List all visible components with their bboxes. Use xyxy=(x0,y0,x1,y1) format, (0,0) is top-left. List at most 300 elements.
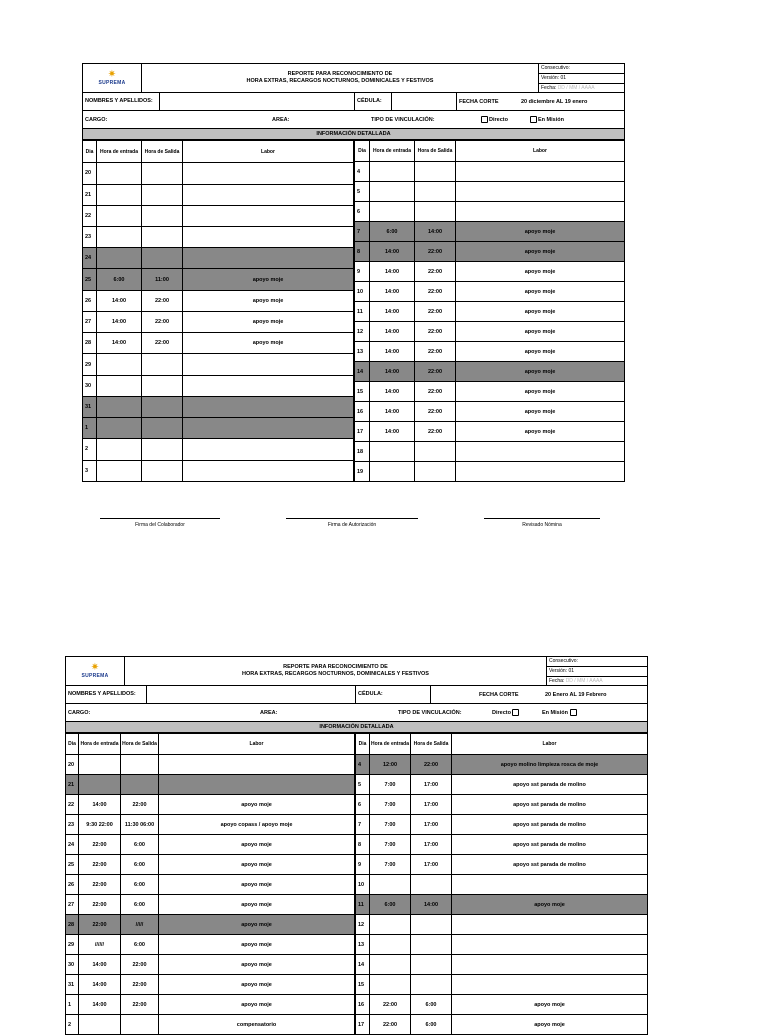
day-cell: 5 xyxy=(356,775,370,795)
day-cell: 3 xyxy=(83,460,97,481)
salida-cell[interactable]: 14:00 xyxy=(411,895,452,915)
labor-cell[interactable] xyxy=(183,375,354,396)
day-cell: 22 xyxy=(83,205,97,226)
labor-cell[interactable]: apoyo moje xyxy=(159,835,355,855)
labor-cell[interactable] xyxy=(183,354,354,375)
table-row xyxy=(356,795,648,815)
day-cell: 8 xyxy=(356,835,370,855)
labor-cell[interactable] xyxy=(456,162,625,182)
entrada-cell[interactable] xyxy=(370,915,411,935)
cedula-label: CÉDULA: xyxy=(355,93,392,110)
day-cell: 10 xyxy=(356,875,370,895)
table-row xyxy=(83,460,354,481)
salida-cell[interactable] xyxy=(415,442,456,462)
day-cell: 24 xyxy=(83,248,97,269)
day-cell: 12 xyxy=(356,915,370,935)
entrada-cell[interactable]: 22:00 xyxy=(79,875,121,895)
labor-cell[interactable]: apoyo moje xyxy=(159,895,355,915)
table-row xyxy=(83,248,354,269)
table-row xyxy=(355,242,625,262)
entrada-cell[interactable] xyxy=(370,442,415,462)
entrada-cell[interactable] xyxy=(370,935,411,955)
salida-cell[interactable]: 11:30 06:00 xyxy=(121,815,159,835)
salida-cell[interactable]: 6:00 xyxy=(411,995,452,1015)
entrada-cell[interactable]: 22:00 xyxy=(370,1015,411,1035)
salida-cell[interactable]: 22:00 xyxy=(415,242,456,262)
entrada-cell[interactable] xyxy=(79,755,121,775)
salida-cell[interactable] xyxy=(142,227,183,248)
entrada-cell[interactable]: 14:00 xyxy=(79,795,121,815)
salida-cell[interactable]: 22:00 xyxy=(142,311,183,332)
labor-cell[interactable]: apoyo moje xyxy=(456,362,625,382)
employee-row xyxy=(82,93,625,111)
table-row xyxy=(356,815,648,835)
employee-row xyxy=(65,686,648,704)
table-row xyxy=(83,163,354,184)
signature-colaborador[interactable]: Firma del Colaborador xyxy=(100,518,220,528)
entrada-cell[interactable]: 12:00 xyxy=(370,755,411,775)
day-cell: 24 xyxy=(66,835,79,855)
day-cell: 26 xyxy=(83,290,97,311)
salida-cell[interactable]: 22:00 xyxy=(142,290,183,311)
star-icon: ✷ xyxy=(90,662,100,673)
nombres-field[interactable] xyxy=(160,93,355,110)
labor-cell[interactable]: apoyo moje xyxy=(159,875,355,895)
labor-cell[interactable]: apoyo copass / apoyo moje xyxy=(159,815,355,835)
entrada-cell[interactable]: 14:00 xyxy=(370,402,415,422)
table-header: Dia Hora de entrada Hora de Salida Labor xyxy=(356,734,648,755)
labor-cell[interactable] xyxy=(183,205,354,226)
report-form-1 xyxy=(82,63,625,528)
salida-cell[interactable]: 22:00 xyxy=(415,382,456,402)
entrada-cell[interactable] xyxy=(370,182,415,202)
table-row xyxy=(66,835,355,855)
table-row xyxy=(356,915,648,935)
salida-cell[interactable]: 22:00 xyxy=(415,282,456,302)
day-cell: 21 xyxy=(66,775,79,795)
labor-cell[interactable]: apoyo moje xyxy=(456,322,625,342)
labor-cell[interactable]: apoyo sst parada de molino xyxy=(452,835,648,855)
labor-cell[interactable]: apoyo moje xyxy=(183,333,354,354)
labor-cell[interactable] xyxy=(456,442,625,462)
nombres-field[interactable] xyxy=(147,686,356,703)
table-row xyxy=(66,875,355,895)
entrada-cell[interactable]: 14:00 xyxy=(97,290,142,311)
salida-cell[interactable] xyxy=(142,396,183,417)
right-table xyxy=(354,140,625,482)
entrada-cell[interactable]: 6:00 xyxy=(370,895,411,915)
day-cell: 23 xyxy=(83,227,97,248)
day-cell: 11 xyxy=(356,895,370,915)
salida-cell[interactable]: 17:00 xyxy=(411,775,452,795)
entrada-cell[interactable]: 14:00 xyxy=(79,955,121,975)
mision-checkbox[interactable] xyxy=(530,116,537,123)
labor-cell[interactable] xyxy=(183,460,354,481)
table-row xyxy=(83,333,354,354)
table-row xyxy=(356,875,648,895)
mision-checkbox[interactable] xyxy=(570,709,577,716)
form-meta: Consecutivo: Versión: 01 Fecha: DD / MM / AAAA xyxy=(538,64,624,92)
table-row xyxy=(355,182,625,202)
salida-cell[interactable] xyxy=(415,202,456,222)
labor-cell[interactable]: apoyo moje xyxy=(183,311,354,332)
entrada-cell[interactable] xyxy=(370,202,415,222)
fecha-corte-label: FECHA CORTE xyxy=(479,691,519,698)
entrada-cell[interactable]: 22:00 xyxy=(79,835,121,855)
labor-cell[interactable] xyxy=(183,248,354,269)
labor-cell[interactable] xyxy=(456,202,625,222)
salida-cell[interactable]: 22:00 xyxy=(121,795,159,815)
entrada-cell[interactable]: 7:00 xyxy=(370,835,411,855)
entrada-cell[interactable]: 14:00 xyxy=(79,975,121,995)
entrada-cell[interactable] xyxy=(97,460,142,481)
cargo-row: CARGO: AREA: TIPO DE VINCULACIÓN: Directo En Misión xyxy=(82,111,625,129)
salida-cell[interactable]: 6:00 xyxy=(411,1015,452,1035)
salida-cell[interactable] xyxy=(415,462,456,482)
entrada-cell[interactable]: 14:00 xyxy=(370,362,415,382)
labor-cell[interactable] xyxy=(183,184,354,205)
entrada-cell[interactable]: 14:00 xyxy=(370,282,415,302)
labor-cell[interactable]: apoyo moje xyxy=(159,855,355,875)
day-cell: 17 xyxy=(356,1015,370,1035)
labor-cell[interactable] xyxy=(183,418,354,439)
salida-cell[interactable]: 17:00 xyxy=(411,815,452,835)
table-row xyxy=(83,375,354,396)
salida-cell[interactable] xyxy=(415,162,456,182)
labor-cell[interactable] xyxy=(183,227,354,248)
labor-cell[interactable] xyxy=(183,163,354,184)
directo-checkbox[interactable] xyxy=(481,116,488,123)
day-cell: 17 xyxy=(355,422,370,442)
table-row xyxy=(356,955,648,975)
table-row xyxy=(355,402,625,422)
entrada-cell[interactable]: 22:00 xyxy=(370,995,411,1015)
table-row xyxy=(83,396,354,417)
labor-cell[interactable]: apoyo sst parada de molino xyxy=(452,815,648,835)
cargo-label: CARGO: xyxy=(85,116,108,123)
salida-cell[interactable] xyxy=(142,375,183,396)
labor-cell[interactable]: apoyo moje xyxy=(456,222,625,242)
labor-cell[interactable]: apoyo molino limpieza rosca de moje xyxy=(452,755,648,775)
table-row xyxy=(66,995,355,1015)
table-row xyxy=(355,162,625,182)
entrada-cell[interactable] xyxy=(370,875,411,895)
labor-cell[interactable] xyxy=(456,182,625,202)
entrada-cell[interactable]: 22:00 xyxy=(79,915,121,935)
table-row xyxy=(66,755,355,775)
labor-cell[interactable]: apoyo moje xyxy=(159,795,355,815)
labor-cell[interactable]: apoyo moje xyxy=(456,262,625,282)
day-cell: 27 xyxy=(66,895,79,915)
salida-cell[interactable]: 22:00 xyxy=(142,333,183,354)
left-table xyxy=(65,733,355,1035)
entrada-cell[interactable]: 14:00 xyxy=(370,242,415,262)
table-header: Dia Hora de entrada Hora de Salida Labor xyxy=(83,141,354,163)
labor-cell[interactable] xyxy=(452,935,648,955)
salida-cell[interactable]: 22:00 xyxy=(415,342,456,362)
labor-cell[interactable]: apoyo moje xyxy=(159,995,355,1015)
entrada-cell[interactable]: 7:00 xyxy=(370,855,411,875)
fecha-corte-value: 20 Enero AL 19 Febrero xyxy=(545,691,607,698)
table-row xyxy=(83,354,354,375)
table-row xyxy=(66,795,355,815)
salida-cell[interactable] xyxy=(142,248,183,269)
salida-cell[interactable]: 22:00 xyxy=(415,302,456,322)
entrada-cell[interactable]: 14:00 xyxy=(370,422,415,442)
day-cell: 6 xyxy=(355,202,370,222)
entrada-cell[interactable] xyxy=(370,162,415,182)
table-row xyxy=(83,439,354,460)
tipo-vinculacion-label: TIPO DE VINCULACIÓN: xyxy=(371,116,435,123)
entrada-cell[interactable]: 7:00 xyxy=(370,815,411,835)
salida-cell[interactable] xyxy=(121,775,159,795)
salida-cell[interactable] xyxy=(411,875,452,895)
day-cell: 10 xyxy=(355,282,370,302)
table-row xyxy=(355,422,625,442)
table-row xyxy=(355,282,625,302)
entrada-cell[interactable]: 14:00 xyxy=(97,333,142,354)
salida-cell[interactable] xyxy=(411,915,452,935)
left-table xyxy=(82,140,354,482)
right-table xyxy=(355,733,648,1035)
entrada-cell[interactable] xyxy=(97,439,142,460)
salida-cell[interactable]: 22:00 xyxy=(121,975,159,995)
day-cell: 26 xyxy=(66,875,79,895)
entrada-cell[interactable]: 14:00 xyxy=(79,995,121,1015)
labor-cell[interactable]: apoyo moje xyxy=(183,269,354,290)
labor-cell[interactable]: apoyo moje xyxy=(159,955,355,975)
day-cell: 4 xyxy=(355,162,370,182)
table-row xyxy=(355,322,625,342)
day-cell: 15 xyxy=(356,975,370,995)
entrada-cell[interactable]: 14:00 xyxy=(370,382,415,402)
table-row xyxy=(356,755,648,775)
nombres-label: NOMBRES Y APELLIDOS: xyxy=(83,93,160,110)
table-row xyxy=(356,995,648,1015)
entrada-cell[interactable] xyxy=(97,396,142,417)
salida-cell[interactable]: 22:00 xyxy=(415,402,456,422)
labor-cell[interactable]: apoyo moje xyxy=(159,915,355,935)
labor-cell[interactable] xyxy=(452,975,648,995)
labor-cell[interactable]: apoyo moje xyxy=(456,282,625,302)
labor-cell[interactable]: apoyo sst parada de molino xyxy=(452,775,648,795)
entrada-cell[interactable]: 22:00 xyxy=(79,855,121,875)
day-cell: 7 xyxy=(355,222,370,242)
salida-cell[interactable]: ///// xyxy=(121,915,159,935)
labor-cell[interactable]: apoyo moje xyxy=(159,975,355,995)
day-cell: 2 xyxy=(66,1015,79,1035)
day-cell: 30 xyxy=(83,375,97,396)
table-row xyxy=(355,382,625,402)
form-header xyxy=(65,656,648,686)
entrada-cell[interactable]: 7:00 xyxy=(370,775,411,795)
day-cell: 29 xyxy=(83,354,97,375)
table-row xyxy=(355,202,625,222)
labor-cell[interactable]: apoyo moje xyxy=(452,1015,648,1035)
salida-cell[interactable] xyxy=(142,418,183,439)
labor-cell[interactable]: apoyo moje xyxy=(456,342,625,362)
entrada-cell[interactable] xyxy=(97,184,142,205)
table-row xyxy=(66,775,355,795)
salida-cell[interactable] xyxy=(121,755,159,775)
form-header xyxy=(82,63,625,93)
entrada-cell[interactable] xyxy=(97,248,142,269)
salida-cell[interactable]: 17:00 xyxy=(411,795,452,815)
labor-cell[interactable]: apoyo moje xyxy=(456,402,625,422)
labor-cell[interactable] xyxy=(456,462,625,482)
salida-cell[interactable] xyxy=(142,163,183,184)
labor-cell[interactable]: apoyo moje xyxy=(452,995,648,1015)
labor-cell[interactable] xyxy=(452,875,648,895)
table-row xyxy=(355,362,625,382)
day-cell: 22 xyxy=(66,795,79,815)
entrada-cell[interactable] xyxy=(370,975,411,995)
labor-cell[interactable] xyxy=(159,775,355,795)
table-row xyxy=(355,442,625,462)
salida-cell[interactable]: 22:00 xyxy=(415,262,456,282)
entrada-cell[interactable] xyxy=(370,955,411,975)
labor-cell[interactable]: apoyo moje xyxy=(159,935,355,955)
labor-cell[interactable] xyxy=(183,396,354,417)
entrada-cell[interactable]: 14:00 xyxy=(370,262,415,282)
day-cell: 15 xyxy=(355,382,370,402)
entrada-cell[interactable] xyxy=(97,354,142,375)
entrada-cell[interactable] xyxy=(97,205,142,226)
table-row xyxy=(356,775,648,795)
entrada-cell[interactable]: 14:00 xyxy=(370,302,415,322)
form-title: REPORTE PARA RECONOCIMIENTO DE HORA EXTRAS, RECARGOS NOCTURNOS, DOMINICALES Y FESTIVOS xyxy=(242,664,429,677)
salida-cell[interactable]: 6:00 xyxy=(121,895,159,915)
labor-cell[interactable]: apoyo moje xyxy=(183,290,354,311)
signature-autorizacion[interactable]: Firma de Autorización xyxy=(286,518,418,528)
table-row xyxy=(356,855,648,875)
salida-cell[interactable] xyxy=(142,205,183,226)
fecha-corte-label: FECHA CORTE xyxy=(459,98,499,105)
salida-cell[interactable] xyxy=(415,182,456,202)
cedula-field[interactable] xyxy=(392,93,457,110)
labor-cell[interactable] xyxy=(452,915,648,935)
table-row xyxy=(66,855,355,875)
table-row xyxy=(66,975,355,995)
entrada-cell[interactable]: 9:30 22:00 xyxy=(79,815,121,835)
salida-cell[interactable]: 6:00 xyxy=(121,855,159,875)
labor-cell[interactable]: apoyo sst parada de molino xyxy=(452,795,648,815)
day-cell: 20 xyxy=(83,163,97,184)
company-logo: ✷ SUPREMA xyxy=(83,64,142,92)
table-row xyxy=(355,302,625,322)
salida-cell[interactable] xyxy=(121,1015,159,1035)
salida-cell[interactable]: 22:00 xyxy=(415,322,456,342)
salida-cell[interactable]: 22:00 xyxy=(411,755,452,775)
day-cell: 13 xyxy=(355,342,370,362)
day-cell: 28 xyxy=(66,915,79,935)
day-cell: 11 xyxy=(355,302,370,322)
salida-cell[interactable]: 11:00 xyxy=(142,269,183,290)
hours-grid xyxy=(82,140,625,482)
salida-cell[interactable]: 22:00 xyxy=(415,362,456,382)
entrada-cell[interactable]: 7:00 xyxy=(370,795,411,815)
hours-grid xyxy=(65,733,648,1035)
salida-cell[interactable]: 17:00 xyxy=(411,835,452,855)
salida-cell[interactable]: 6:00 xyxy=(121,835,159,855)
labor-cell[interactable]: apoyo moje xyxy=(456,302,625,322)
labor-cell[interactable]: apoyo sst parada de molino xyxy=(452,855,648,875)
form-meta: Consecutivo: Versión: 01 Fecha: DD / MM / AAAA xyxy=(546,657,647,685)
star-icon: ✷ xyxy=(107,69,117,80)
day-cell: 8 xyxy=(355,242,370,262)
day-cell: 6 xyxy=(356,795,370,815)
entrada-cell[interactable] xyxy=(97,375,142,396)
day-cell: 25 xyxy=(83,269,97,290)
labor-cell[interactable]: apoyo moje xyxy=(456,382,625,402)
salida-cell[interactable] xyxy=(142,354,183,375)
table-row xyxy=(66,815,355,835)
salida-cell[interactable]: 14:00 xyxy=(415,222,456,242)
table-row xyxy=(355,262,625,282)
table-row xyxy=(66,1015,355,1035)
salida-cell[interactable] xyxy=(411,955,452,975)
labor-cell[interactable] xyxy=(159,755,355,775)
fecha-corte-value: 20 diciembre AL 19 enero xyxy=(521,98,588,105)
entrada-cell[interactable]: 14:00 xyxy=(370,322,415,342)
salida-cell[interactable] xyxy=(142,184,183,205)
entrada-cell[interactable] xyxy=(97,163,142,184)
signature-nomina[interactable]: Revisado Nómina xyxy=(484,518,600,528)
salida-cell[interactable]: 22:00 xyxy=(415,422,456,442)
entrada-cell[interactable] xyxy=(79,775,121,795)
labor-cell[interactable] xyxy=(452,955,648,975)
salida-cell[interactable] xyxy=(411,935,452,955)
entrada-cell[interactable] xyxy=(97,418,142,439)
day-cell: 27 xyxy=(83,311,97,332)
entrada-cell[interactable]: 6:00 xyxy=(370,222,415,242)
day-cell: 16 xyxy=(355,402,370,422)
form-title: REPORTE PARA RECONOCIMIENTO DE HORA EXTRAS, RECARGOS NOCTURNOS, DOMINICALES Y FESTIVOS xyxy=(246,71,434,84)
entrada-cell[interactable] xyxy=(97,227,142,248)
entrada-cell[interactable]: 14:00 xyxy=(97,311,142,332)
entrada-cell[interactable]: ////// xyxy=(79,935,121,955)
entrada-cell[interactable] xyxy=(370,462,415,482)
day-cell: 14 xyxy=(355,362,370,382)
salida-cell[interactable]: 6:00 xyxy=(121,875,159,895)
labor-cell[interactable]: apoyo moje xyxy=(456,422,625,442)
labor-cell[interactable]: apoyo moje xyxy=(452,895,648,915)
salida-cell[interactable] xyxy=(411,975,452,995)
day-cell: 1 xyxy=(66,995,79,1015)
salida-cell[interactable]: 17:00 xyxy=(411,855,452,875)
entrada-cell[interactable]: 22:00 xyxy=(79,895,121,915)
salida-cell[interactable]: 6:00 xyxy=(121,935,159,955)
table-row xyxy=(356,975,648,995)
salida-cell[interactable]: 22:00 xyxy=(121,995,159,1015)
entrada-cell[interactable]: 14:00 xyxy=(370,342,415,362)
salida-cell[interactable] xyxy=(142,460,183,481)
entrada-cell[interactable]: 6:00 xyxy=(97,269,142,290)
directo-checkbox[interactable] xyxy=(512,709,519,716)
table-row xyxy=(356,835,648,855)
labor-cell[interactable]: apoyo moje xyxy=(456,242,625,262)
salida-cell[interactable]: 22:00 xyxy=(121,955,159,975)
day-cell: 5 xyxy=(355,182,370,202)
day-cell: 21 xyxy=(83,184,97,205)
labor-cell[interactable] xyxy=(183,439,354,460)
table-row xyxy=(355,462,625,482)
table-row xyxy=(356,935,648,955)
tipo-vinculacion-label: TIPO DE VINCULACIÓN: xyxy=(398,709,462,716)
labor-cell[interactable]: compensatorio xyxy=(159,1015,355,1035)
entrada-cell[interactable] xyxy=(79,1015,121,1035)
salida-cell[interactable] xyxy=(142,439,183,460)
